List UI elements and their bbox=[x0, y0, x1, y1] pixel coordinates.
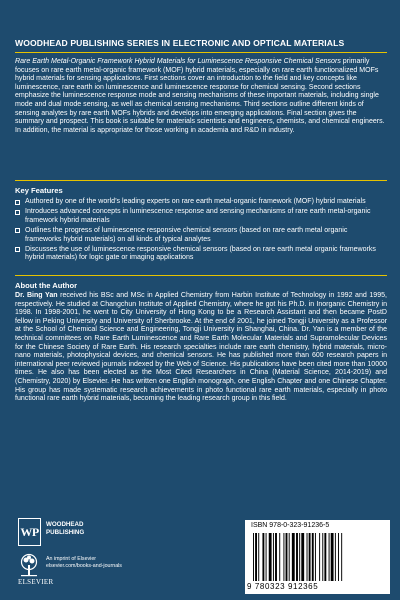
list-item bbox=[15, 208, 385, 225]
imprint-url: elsevier.com/books-and-journals bbox=[46, 563, 122, 569]
divider-about-author bbox=[15, 275, 387, 276]
checkbox-bullet-icon bbox=[15, 228, 20, 233]
imprint-text bbox=[46, 556, 122, 570]
publisher-line-1: WOODHEAD bbox=[46, 521, 84, 528]
description-book-title: Rare Earth Metal-Organic Framework Hybrid Materials for Luminescence Responsive Chemical Sensors bbox=[15, 58, 341, 65]
author-bio bbox=[15, 292, 387, 404]
author-name: Dr. Bing Yan bbox=[15, 292, 58, 299]
feature-text: Introduces advanced concepts in luminescence response and sensing mechanisms of rare earth metal-organic framework hybrid materials bbox=[25, 208, 371, 224]
about-author-heading: About the Author bbox=[15, 281, 78, 290]
list-item bbox=[15, 198, 385, 207]
checkbox-bullet-icon bbox=[15, 210, 20, 215]
key-features-list bbox=[15, 198, 385, 265]
list-item bbox=[15, 246, 385, 263]
barcode-bars bbox=[253, 533, 381, 581]
woodhead-logo-icon: WP bbox=[18, 518, 41, 546]
series-title: WOODHEAD PUBLISHING SERIES IN ELECTRONIC AND OPTICAL MATERIALS bbox=[15, 38, 345, 48]
author-bio-text: received his BSc and MSc in Applied Chemistry from Harbin Institute of Technology in 1992 and 1995, respectively. He studied at Changchun Institute of Applied Chemistry, where he got his Ph.D. in Inorganic Chemistry in 1998. In 1998-2001, he went to City University of Hong Kong to be a Research Assistant and then became PostD fellow in Peking University and University of Sherbrooke. At the end of 2001, he joined Tongji University as a Professor at the School of Chemical Science and Engineering, Tongji University in Shanghai, China. Dr. Yan is a member of the technical committees on Rare Earth Luminescence and Rare Earth Molecular Materials and Supramolecular Devices for the Chinese Society of Rare Earth. His research specialties include rare earth chemistry, hybrid materials, micro-nano materials, photophysical devices, and chemical sensors. He has published more than 600 research papers in international peer reviewed journals indexed by the Web of Science. His publications have been cited more than 10000 times. He also has been elected as the Most Cited Researchers in China (Material Science, 2014-2019) and (Chemistry, 2020) by Elsevier. He has written one English monograph, one English Chapter and one Chinese Chapter. His group has made systematic research achievements in photo functional rare earth materials, especially in photo functional rare earth hybrid materials, becoming the leading research group in this field. bbox=[15, 292, 387, 403]
book-description bbox=[15, 58, 387, 135]
divider-key-features bbox=[15, 180, 387, 181]
barcode-digits: 9 780323 912365 bbox=[247, 582, 319, 591]
checkbox-bullet-icon bbox=[15, 247, 20, 252]
woodhead-publishing-name bbox=[46, 521, 84, 536]
publisher-line-2: PUBLISHING bbox=[46, 528, 85, 536]
description-body: primarily focuses on rare earth metal-organic framework (MOF) hybrid materials, especially on rare earth functionalized MOFs hybrid materials for sensing applications. First sections cover an introduction to the field and key concepts like luminescence, rare earth ion luminescence and luminescence response for chemical sensing. Second sections emphasize the luminescence response mode and sensing mechanisms of these important materials, including single mode and dual mode sensing, as well as chemical sensing mechanisms. Third sections outline different kinds of sensing analytes by rare earth MOFs hybrids and develops into emerging applications. Final section gives the summary and prospect. This book is suitable for materials scientists and engineers, chemists, and chemical engineers. In addition, the material is appropriate for those working in academia and R&D in industry. bbox=[15, 58, 385, 134]
elsevier-tree-icon bbox=[18, 553, 40, 577]
publisher-logo bbox=[18, 515, 128, 595]
imprint-line-1: An imprint of Elsevier bbox=[46, 556, 97, 562]
isbn-barcode bbox=[245, 520, 390, 594]
elsevier-wordmark: ELSEVIER bbox=[18, 578, 54, 586]
isbn-text: ISBN 978-0-323-91236-5 bbox=[251, 522, 330, 529]
divider-top bbox=[15, 52, 387, 53]
feature-text: Discusses the use of luminescence responsive chemical sensors (based on rare earth metal organic frameworks hybrid materials) for logic gate or imaging applications bbox=[25, 245, 376, 262]
feature-text: Outlines the progress of luminescence responsive chemical sensors (based on rare earth metal organic frameworks hybrid materials) on all kinds of typical analytes bbox=[25, 226, 348, 243]
key-features-heading: Key Features bbox=[15, 186, 63, 195]
list-item bbox=[15, 227, 385, 244]
feature-text: Authored by one of the world’s leading experts on rare earth metal-organic framework (MOF) hybrid materials bbox=[25, 198, 366, 205]
checkbox-bullet-icon bbox=[15, 200, 20, 205]
